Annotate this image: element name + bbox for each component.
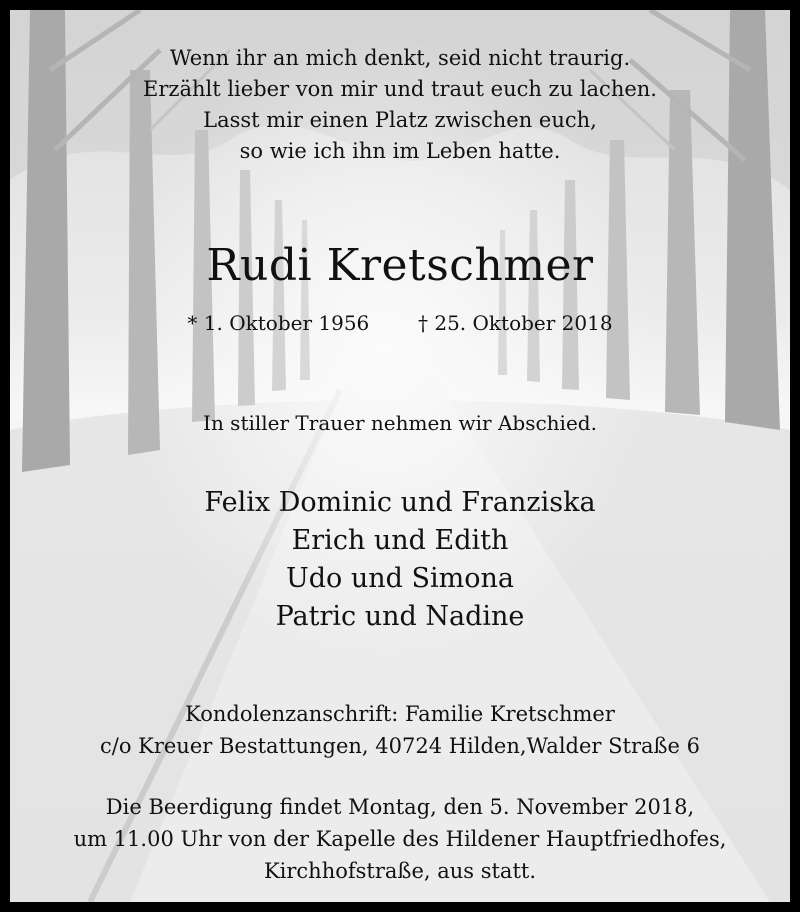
poem-line-3: Lasst mir einen Platz zwischen euch, (203, 108, 597, 132)
funeral-info-line-1: Die Beerdigung findet Montag, den 5. November 2018, (105, 795, 695, 819)
family-line-3: Udo und Simona (286, 563, 514, 594)
condolence-address-line-1: Kondolenzanschrift: Familie Kretschmer (185, 702, 615, 726)
poem-line-2: Erzählt lieber von mir und traut euch zu lachen. (143, 77, 657, 101)
funeral-info-line-2: um 11.00 Uhr von der Kapelle des Hildener Hauptfriedhofes, (73, 827, 727, 851)
life-dates (10, 311, 790, 335)
mourning-line: In stiller Trauer nehmen wir Abschied. (203, 411, 597, 435)
poem-line-4: so wie ich ihn im Leben hatte. (239, 139, 561, 163)
family-line-2: Erich und Edith (291, 525, 509, 556)
family-line-4: Patric und Nadine (275, 601, 525, 632)
death-date: † 25. Oktober 2018 (418, 311, 613, 335)
deceased-name: Rudi Kretschmer (206, 240, 594, 291)
poem-line-1: Wenn ihr an mich denkt, seid nicht traurig. (169, 46, 631, 70)
funeral-info-line-3: Kirchhofstraße, aus statt. (263, 859, 537, 883)
condolence-address-line-2: c/o Kreuer Bestattungen, 40724 Hilden,Walder Straße 6 (100, 734, 700, 758)
birth-date: * 1. Oktober 1956 (187, 311, 370, 335)
notice-text-block (10, 10, 790, 902)
family-line-1: Felix Dominic und Franziska (204, 487, 596, 518)
